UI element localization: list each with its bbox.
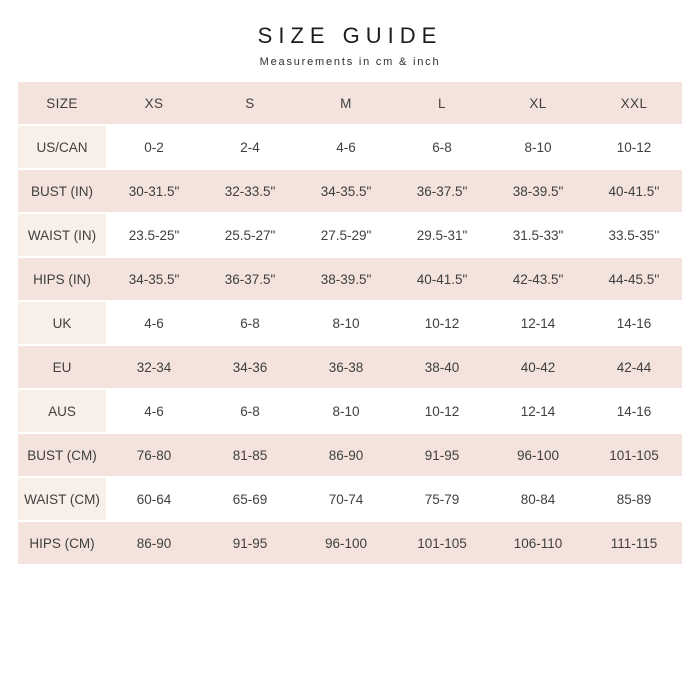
- table-row: [18, 522, 682, 564]
- row-label: BUST (IN): [18, 170, 106, 212]
- size-cell: 111-115: [586, 522, 682, 564]
- table-row: [18, 346, 682, 388]
- size-cell: 36-38: [298, 346, 394, 388]
- size-cell: 8-10: [298, 390, 394, 432]
- size-cell: 40-41.5'': [586, 170, 682, 212]
- row-label: AUS: [18, 390, 106, 432]
- size-cell: 27.5-29": [298, 214, 394, 256]
- size-cell: 4-6: [106, 302, 202, 344]
- size-cell: 81-85: [202, 434, 298, 476]
- size-guide-table: [18, 80, 682, 566]
- table-row: [18, 126, 682, 168]
- size-cell: 10-12: [394, 390, 490, 432]
- size-cell: 60-64: [106, 478, 202, 520]
- column-header-m: M: [298, 82, 394, 124]
- column-header-s: S: [202, 82, 298, 124]
- size-cell: 12-14: [490, 390, 586, 432]
- size-cell: 6-8: [202, 302, 298, 344]
- size-cell: 0-2: [106, 126, 202, 168]
- table-row: [18, 478, 682, 520]
- size-cell: 101-105: [394, 522, 490, 564]
- table-row: [18, 390, 682, 432]
- size-cell: 36-37.5": [202, 258, 298, 300]
- row-label: HIPS (IN): [18, 258, 106, 300]
- size-cell: 75-79: [394, 478, 490, 520]
- page-header: [0, 0, 700, 68]
- size-cell: 40-42: [490, 346, 586, 388]
- size-cell: 33.5-35'': [586, 214, 682, 256]
- row-label: WAIST (IN): [18, 214, 106, 256]
- row-label: US/CAN: [18, 126, 106, 168]
- size-cell: 8-10: [490, 126, 586, 168]
- size-cell: 80-84: [490, 478, 586, 520]
- size-cell: 12-14: [490, 302, 586, 344]
- size-cell: 6-8: [394, 126, 490, 168]
- header-row: [18, 82, 682, 124]
- row-label: HIPS (CM): [18, 522, 106, 564]
- column-header-xxl: XXL: [586, 82, 682, 124]
- size-cell: 14-16: [586, 390, 682, 432]
- size-cell: 30-31.5": [106, 170, 202, 212]
- size-cell: 34-35.5": [106, 258, 202, 300]
- size-cell: 32-34: [106, 346, 202, 388]
- size-cell: 76-80: [106, 434, 202, 476]
- size-cell: 6-8: [202, 390, 298, 432]
- size-cell: 96-100: [298, 522, 394, 564]
- size-cell: 91-95: [394, 434, 490, 476]
- table-row: [18, 170, 682, 212]
- size-cell: 34-36: [202, 346, 298, 388]
- table-row: [18, 258, 682, 300]
- size-cell: 34-35.5": [298, 170, 394, 212]
- size-cell: 31.5-33": [490, 214, 586, 256]
- size-cell: 38-39.5": [490, 170, 586, 212]
- size-cell: 10-12: [394, 302, 490, 344]
- size-cell: 25.5-27": [202, 214, 298, 256]
- size-cell: 29.5-31": [394, 214, 490, 256]
- size-cell: 42-44: [586, 346, 682, 388]
- column-header-xl: XL: [490, 82, 586, 124]
- size-cell: 85-89: [586, 478, 682, 520]
- size-cell: 10-12: [586, 126, 682, 168]
- row-label: UK: [18, 302, 106, 344]
- row-label: WAIST (CM): [18, 478, 106, 520]
- size-cell: 36-37.5": [394, 170, 490, 212]
- size-cell: 65-69: [202, 478, 298, 520]
- size-cell: 91-95: [202, 522, 298, 564]
- size-cell: 14-16: [586, 302, 682, 344]
- size-cell: 38-39.5": [298, 258, 394, 300]
- size-cell: 42-43.5": [490, 258, 586, 300]
- page-subtitle: Measurements in cm & inch: [259, 56, 441, 68]
- size-cell: 32-33.5": [202, 170, 298, 212]
- column-header-xs: XS: [106, 82, 202, 124]
- size-cell: 4-6: [298, 126, 394, 168]
- size-cell: 70-74: [298, 478, 394, 520]
- size-cell: 96-100: [490, 434, 586, 476]
- size-cell: 2-4: [202, 126, 298, 168]
- size-cell: 86-90: [298, 434, 394, 476]
- table-row: [18, 302, 682, 344]
- row-label: EU: [18, 346, 106, 388]
- table-row: [18, 434, 682, 476]
- size-cell: 38-40: [394, 346, 490, 388]
- size-cell: 8-10: [298, 302, 394, 344]
- page-title: SIZE GUIDE: [257, 23, 443, 48]
- size-cell: 101-105: [586, 434, 682, 476]
- size-cell: 23.5-25": [106, 214, 202, 256]
- size-cell: 40-41.5": [394, 258, 490, 300]
- row-label: BUST (CM): [18, 434, 106, 476]
- column-header-l: L: [394, 82, 490, 124]
- table-row: [18, 214, 682, 256]
- size-cell: 44-45.5'': [586, 258, 682, 300]
- size-cell: 4-6: [106, 390, 202, 432]
- size-cell: 106-110: [490, 522, 586, 564]
- size-cell: 86-90: [106, 522, 202, 564]
- size-column-header: SIZE: [18, 82, 106, 124]
